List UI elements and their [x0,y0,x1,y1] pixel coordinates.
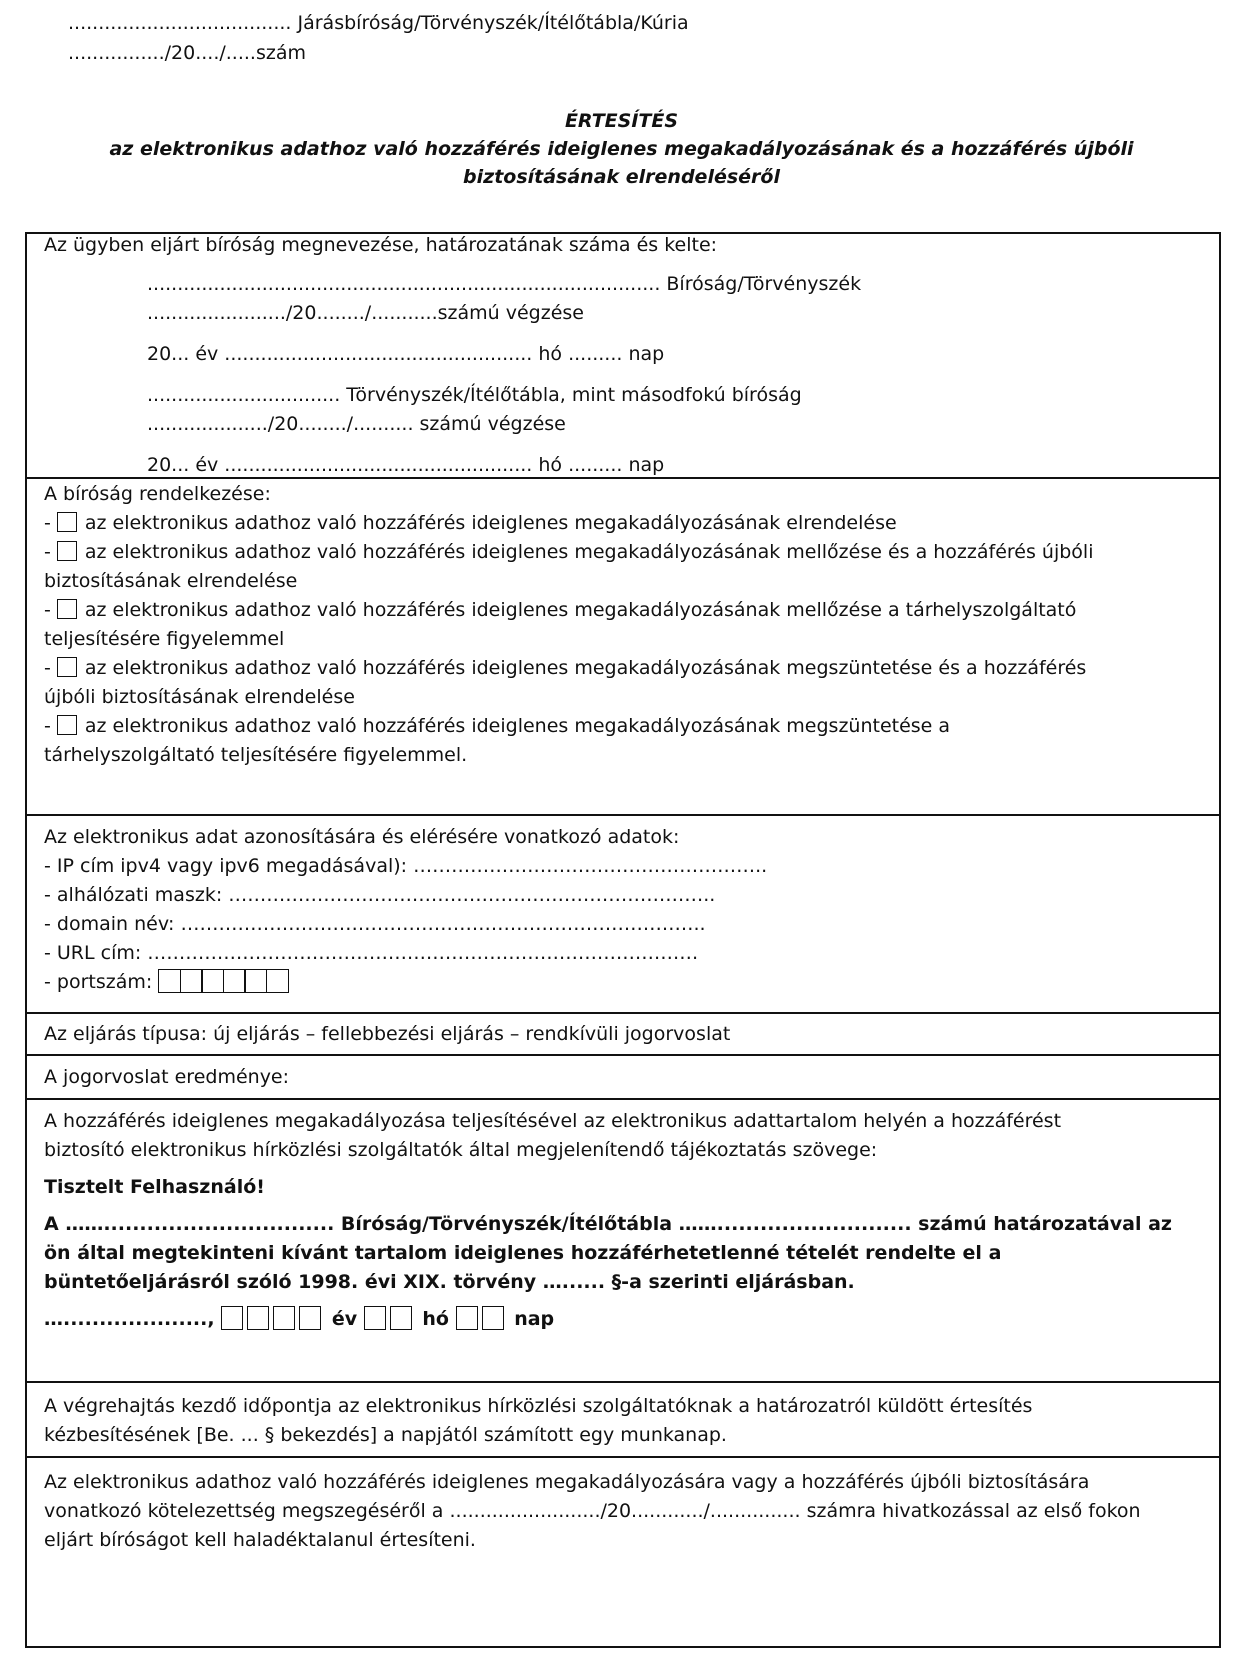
notice-body-1: A ……................................ Bíróság/Törvényszék/Ítélőtábla ……........................... számú határozatával az [44,1213,1172,1235]
month-cell[interactable] [390,1306,412,1330]
day-label: nap [514,1308,555,1330]
execution-start-2: kézbesítésének [Be. ... § bekezdés] a napjától számított egy munkanap. [44,1424,727,1446]
violation-notice-3: eljárt bíróságot kell haladéktalanul értesíteni. [44,1529,476,1551]
violation-notice-2: vonatkozó kötelezettség megszegéséről a ........................./20............/............... számra hivatkozással az első fokon [44,1500,1141,1522]
port-cell[interactable] [223,969,246,993]
title-main: ÉRTESÍTÉS [564,110,679,132]
notice-date-line [44,1305,1205,1334]
execution-start-1: A végrehajtás kezdő időpontja az elektronikus hírközlési szolgáltatóknak a határozatról küldött értesítés [44,1395,1033,1417]
option-2-text-cont: biztosításának elrendelése [44,570,298,592]
second-instance-court-line: ................................ Törvényszék/Ítélőtábla, mint másodfokú bíróság [147,384,802,406]
port-cell[interactable] [266,969,289,993]
second-order-number-line: ..................../20......../.......... számú végzése [147,413,566,435]
option-1-text: az elektronikus adathoz való hozzáférés ideiglenes megakadályozásának elrendelése [84,512,897,534]
port-cell[interactable] [201,969,224,993]
notice-place: …...................., [44,1308,215,1330]
title-sub-2: biztosításának elrendeléséről [463,166,780,188]
option-4-text-cont: újbóli biztosításának elrendelése [44,686,355,708]
month-cell[interactable] [364,1306,386,1330]
procedure-type-text: Az eljárás típusa: új eljárás – fellebbezési eljárás – rendkívüli jogorvoslat [44,1023,731,1045]
section-user-notice [27,1100,1219,1383]
notice-intro-2: biztosító elektronikus hírközlési szolgáltatók által megjelenítendő tájékoztatás szövege: [44,1139,878,1161]
option-2-checkbox[interactable] [57,541,77,561]
form-table [25,232,1221,1648]
day-cell[interactable] [482,1306,504,1330]
option-4-checkbox[interactable] [57,657,77,677]
year-label: év [331,1308,358,1330]
section-violation-notice [27,1458,1219,1648]
port-cell[interactable] [180,969,203,993]
notice-greeting: Tisztelt Felhasználó! [44,1176,265,1198]
title-sub-1: az elektronikus adathoz való hozzáférés ideiglenes megakadályozásának és a hozzáférés újbóli [109,138,1134,160]
remedy-result-text: A jogorvoslat eredménye: [44,1066,290,1088]
year-cell[interactable] [247,1306,269,1330]
section-court-details [27,234,1219,479]
port-number-cells [158,969,287,1002]
court-header: ..................................... Járásbíróság/Törvényszék/Ítélőtábla/Kúria [68,12,689,34]
notice-body-2: ön által megtekinteni kívánt tartalom ideiglenes hozzáférhetetlenné tételét rendelte el a [44,1242,1002,1264]
option-5-text: az elektronikus adathoz való hozzáférés ideiglenes megakadályozásának megszüntetése a [84,715,951,737]
option-4-text: az elektronikus adathoz való hozzáférés ideiglenes megakadályozásának megszüntetése és a hozzáférés [84,657,1087,679]
ip-address-line: - IP cím ipv4 vagy ipv6 megadásával): ……………………………………………….. [44,855,768,877]
order-date-line: 20... év ................................................... hó ......... nap [147,343,665,365]
violation-notice-1: Az elektronikus adathoz való hozzáférés ideiglenes megakadályozására vagy a hozzáférés újbóli biztosítására [44,1471,1090,1493]
year-cell[interactable] [299,1306,321,1330]
order-number-line: ......................./20......../...........számú végzése [147,302,584,324]
subnet-mask-line: - alhálózati maszk: ………………………………………………………………….. [44,884,716,906]
option-2-text: az elektronikus adathoz való hozzáférés ideiglenes megakadályozásának mellőzése és a hozzáférés újbóli [84,541,1094,563]
port-label: - portszám: [44,971,153,993]
option-3-checkbox[interactable] [57,599,77,619]
url-line: - URL cím: …………………………………………………………………………… [44,942,699,964]
second-order-date-line: 20... év ................................................... hó ......... nap [147,454,665,476]
port-cell[interactable] [158,969,181,993]
section-remedy-result [27,1056,1219,1100]
court-name-line: ..................................................................................... Bíróság/Törvényszék [147,273,862,295]
day-cell[interactable] [456,1306,478,1330]
notice-intro-1: A hozzáférés ideiglenes megakadályozása teljesítésével az elektronikus adattartalom helyén a hozzáférést [44,1110,1062,1132]
option-5-checkbox[interactable] [57,715,77,735]
option-3-text: az elektronikus adathoz való hozzáférés ideiglenes megakadályozásának mellőzése a tárhelyszolgáltató [84,599,1077,621]
domain-name-line: - domain név: ……………………………………………………………………….. [44,913,706,935]
section-data-identification [27,816,1219,1014]
option-5-text-cont: tárhelyszolgáltató teljesítésére figyelemmel. [44,744,468,766]
port-cell[interactable] [244,969,267,993]
court-details-label: Az ügyben eljárt bíróság megnevezése, határozatának száma és kelte: [44,234,718,256]
section-procedure-type [27,1014,1219,1056]
section-execution-start [27,1383,1219,1458]
case-number-header: ................/20..../.....szám [68,42,306,64]
year-cell[interactable] [221,1306,243,1330]
identification-label: Az elektronikus adat azonosítására és elérésére vonatkozó adatok: [44,826,680,848]
year-cell[interactable] [273,1306,295,1330]
notice-body-3: büntetőeljárásról szóló 1998. évi XIX. törvény …...... §-a szerinti eljárásban. [44,1271,855,1293]
option-1-checkbox[interactable] [57,512,77,532]
section-court-decision: A bíróság rendelkezése: - az elektronikus adathoz való hozzáférés ideiglenes megakadályozásának elrendelése - az elektronikus adathoz való hozzáférés ideiglenes megakadályozásának mellőzése és a hozzáférés újbóli biztosításának elrendelése - az elektronikus adathoz való hozzáférés ideiglenes megakadályozásának mellőzése a tárhelyszolgáltató teljesítésére figyelemmel - az elektronikus adathoz való hozzáférés ideiglenes megakadályozásának megszüntetése és a hozzáférés újbóli biztosításának elrendelése - az elektronikus adathoz való hozzáférés ideiglenes megakadályozásának megszüntetése a tárhelyszolgáltató teljesítésére figyelemmel. [27,479,1219,816]
month-label: hó [422,1308,449,1330]
decision-label: A bíróság rendelkezése: [44,483,271,505]
option-3-text-cont: teljesítésére figyelemmel [44,628,285,650]
document-title [0,107,1243,191]
